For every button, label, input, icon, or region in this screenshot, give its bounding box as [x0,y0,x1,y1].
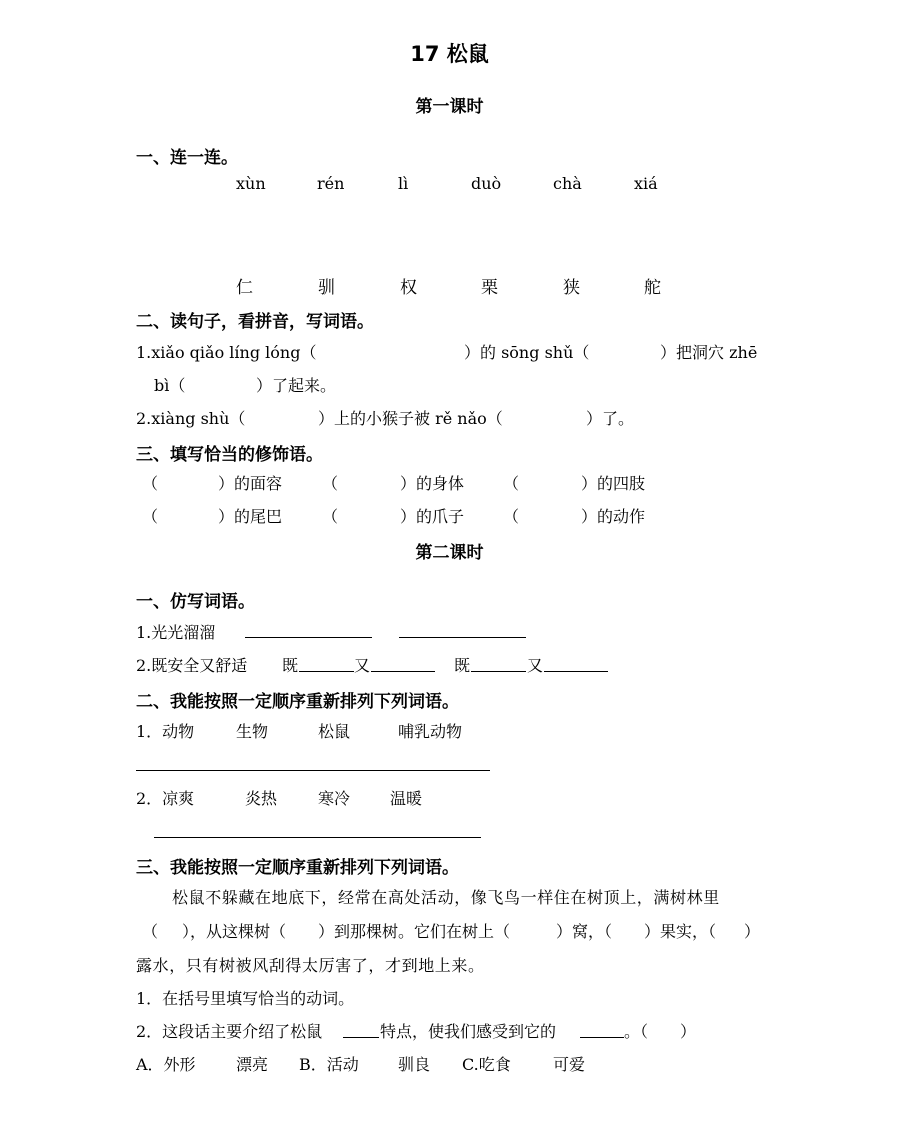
you-char: 又 [354,656,371,675]
char-item: 驯 [318,278,335,298]
l1-q3-heading: 三、填写恰当的修饰语。 [136,445,323,465]
modifier-item: ）的动作 [581,507,646,526]
word-item: 1．动物 [136,722,195,741]
word-item: 生物 [236,722,269,741]
answer-line[interactable] [154,837,481,838]
paren: （ [142,474,159,493]
q2-text: ）上的小猴子被 rě nǎo（ [318,409,503,428]
answer-line[interactable] [471,671,526,672]
passage-line: 松鼠不躲藏在地底下，经常在高处活动，像飞鸟一样住在树顶上，满树林里 [172,888,720,907]
passage-text: （ [142,922,159,941]
l2-q3-heading: 三、我能按照一定顺序重新排列下列词语。 [136,858,459,878]
word-item: 温暖 [390,789,423,808]
sub2-text: 特点，使我们感受到它的 [380,1022,557,1041]
q2-text: 1.xiǎo qiǎo líng lóng（ [136,343,317,362]
paren: （ [322,474,339,493]
char-item: 仁 [236,278,253,298]
passage-text: ） [744,922,761,941]
pinyin-item: duò [471,174,502,193]
l2-q2-heading: 二、我能按照一定顺序重新排列下列词语。 [136,692,459,712]
modifier-item: ）的尾巴 [218,507,283,526]
page-title: 17 松鼠 [410,42,489,66]
sub2-text: 。（ ） [624,1022,697,1041]
you-char: 又 [527,656,544,675]
paren: （ [322,507,339,526]
copy-word-2: 2.既安全又舒适 [136,656,248,675]
pinyin-item: xùn [236,174,266,193]
lesson1-heading: 第一课时 [415,97,484,117]
ji-char: 既 [282,656,299,675]
q2-text: ）了。 [586,409,635,428]
pinyin-item: chà [553,174,582,193]
option-text: 可爱 [553,1055,586,1074]
pinyin-item: rén [317,174,345,193]
q2-text: ）的 sōng shǔ（ [464,343,590,362]
l1-q1-heading: 一、连一连。 [136,148,238,168]
word-item: 炎热 [245,789,278,808]
option-text: 漂亮 [236,1055,269,1074]
sub2-text: 2．这段话主要介绍了松鼠 [136,1022,323,1041]
lesson2-heading: 第二课时 [415,543,484,563]
char-item: 舵 [644,278,661,298]
paren: （ [503,507,520,526]
q2-text: bì（ [154,376,186,395]
pinyin-item: xiá [634,174,658,193]
passage-line: 露水，只有树被风刮得太厉害了，才到地上来。 [136,956,485,975]
word-item: 哺乳动物 [398,722,463,741]
modifier-item: ）的四肢 [581,474,646,493]
answer-line[interactable] [299,671,354,672]
answer-line[interactable] [544,671,608,672]
pinyin-item: lì [398,174,409,193]
ji-char: 既 [454,656,471,675]
char-item: 狭 [563,278,580,298]
q2-text: ）了起来。 [256,376,337,395]
paren: （ [142,507,159,526]
l2-q1-heading: 一、仿写词语。 [136,592,255,612]
sub-question-1: 1．在括号里填写恰当的动词。 [136,989,355,1008]
passage-text: ）窝，（ [556,922,613,941]
answer-line[interactable] [245,637,372,638]
answer-line[interactable] [136,770,490,771]
paren: （ [503,474,520,493]
passage-text: ）到那棵树。它们在树上（ [318,922,511,941]
word-item: 寒冷 [318,789,351,808]
modifier-item: ）的身体 [400,474,465,493]
option-a[interactable]: A．外形 [136,1055,196,1074]
option-b[interactable]: B．活动 [299,1055,359,1074]
option-c[interactable]: C.吃食 [462,1055,511,1074]
q2-text: ）把洞穴 zhē [660,343,758,362]
modifier-item: ）的爪子 [400,507,465,526]
char-item: 权 [400,278,417,298]
word-item: 2．凉爽 [136,789,195,808]
passage-text: ），从这棵树（ [182,922,287,941]
answer-line[interactable] [343,1037,379,1038]
word-item: 松鼠 [318,722,351,741]
answer-line[interactable] [399,637,526,638]
modifier-item: ）的面容 [218,474,283,493]
option-text: 驯良 [398,1055,431,1074]
copy-word-1: 1.光光溜溜 [136,623,216,642]
char-item: 栗 [481,278,498,298]
answer-line[interactable] [580,1037,624,1038]
passage-text: ）果实，（ [644,922,717,941]
l1-q2-heading: 二、读句子，看拼音，写词语。 [136,312,374,332]
q2-text: 2.xiàng shù（ [136,409,246,428]
answer-line[interactable] [371,671,435,672]
